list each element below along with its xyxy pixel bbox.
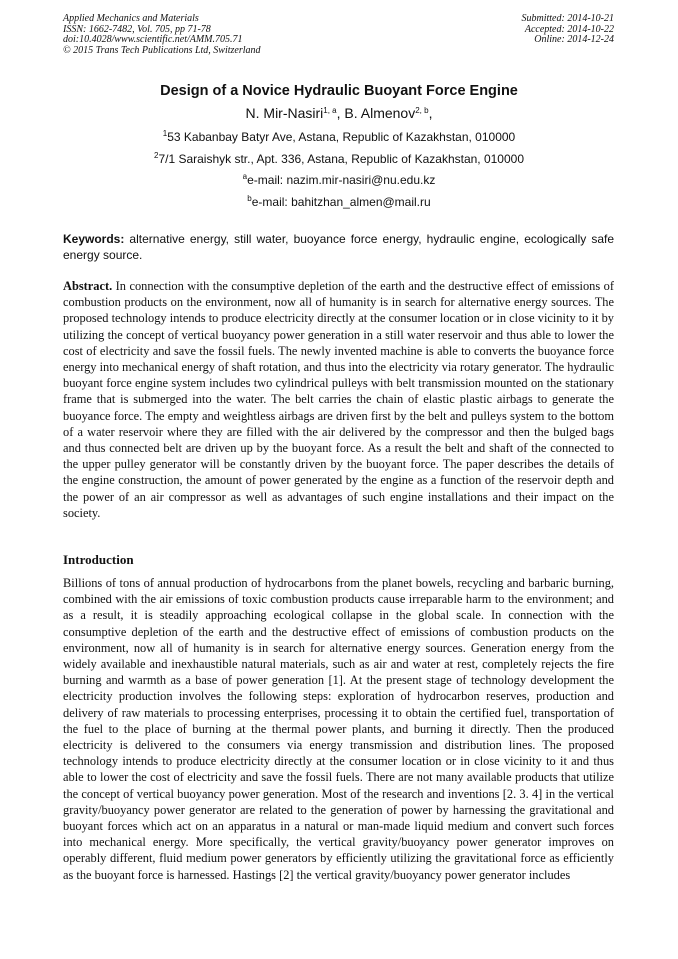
- abstract-label: Abstract.: [63, 279, 113, 293]
- abstract-paragraph: [63, 278, 614, 521]
- accepted-date: Accepted: 2014-10-22: [524, 23, 614, 35]
- author-line-end: ,: [428, 105, 433, 121]
- author-line: [0, 105, 678, 121]
- author-2-name: B. Almenov: [344, 105, 416, 121]
- paper-title: Design of a Novice Hydraulic Buoyant Force Engine: [160, 83, 518, 99]
- keywords-text: alternative energy, still water, buoyance force energy, hydraulic engine, ecologically safe energy source.: [63, 232, 614, 262]
- submitted-date: Submitted: 2014-10-21: [521, 13, 614, 24]
- issn: ISSN: 1662-7482, Vol. 705, pp 71-78: [63, 23, 211, 35]
- journal-name: Applied Mechanics and Materials: [63, 13, 199, 24]
- keywords-paragraph: [63, 231, 614, 263]
- introduction-paragraph: Billions of tons of annual production of hydrocarbons from the planet bowels, recycling and barbaric burning, combined with the air emissions of toxic combustion products cause irreparable harm to the environment; and as a result, it is steadily approaching ecological collapse in the global scale. In connection with the consumptive depletion of the earth and the destructive effect of emissions of combustion products on the environment, now all of humanity is in search for alternative energy sources. Generation energy from the widely available and inexhaustible natural materials, such as air and water at rest, completely rejects the fire burning and warmth as a base of power generation [1]. At the present stage of technology development the electricity production involves the following steps: exploration of hydrocarbon reserves, production and delivery of raw materials to processing enterprises, processing it to obtain the certified fuel, transportation of the fuel to the place of burning at the thermal power plants, and burning it directly. Then the produced electricity is delivered to the consumers via energy transmission and distribution lines. The proposed technology intends to produce electricity directly at the consumer location or in close vicinity to it and thus able to lower the cost of electricity and save the fossil fuels. There are not many available products that utilize the concept of vertical buoyancy power generation. Most of the research and inventions [2. 3. 4] in the vertical gravity/buoyancy power generator are related to the generation of power by harnessing the gravitational and buoyant forces which act on an apparatus in a natural or man-made liquid medium and convert such forces into mechanical energy. More specifically, the vertical gravity/buoyancy power generator improves on operably different, fluid medium power generators by efficiently utilizing the gravitational force as efficiently as the buoyant force is harnessed. Hastings [2] the vertical gravity/buoyancy power generator includes: [63, 576, 614, 882]
- affiliation-2: [0, 152, 678, 166]
- section-heading-introduction: Introduction: [63, 552, 134, 567]
- copyright: © 2015 Trans Tech Publications Ltd, Switzerland: [63, 44, 261, 56]
- email-b-text: e-mail: bahitzhan_almen@mail.ru: [251, 195, 431, 209]
- online-date: Online: 2014-12-24: [534, 34, 614, 45]
- affiliation-1: [0, 130, 678, 144]
- affiliation-2-sup: 2: [153, 151, 159, 160]
- doi: doi:10.4028/www.scientific.net/AMM.705.71: [63, 34, 243, 45]
- email-a-sup: a: [242, 172, 248, 181]
- keywords-label: Keywords:: [63, 232, 125, 246]
- affiliation-2-text: 7/1 Saraishyk str., Apt. 336, Astana, Republic of Kazakhstan, 010000: [158, 152, 525, 166]
- journal-info: [63, 14, 261, 56]
- abstract-text: In connection with the consumptive depletion of the earth and the destructive effect of emissions of combustion products on the environment, now all of humanity is in search for alternative energy sources. The proposed technology intends to produce electricity directly at the consumer location or in close vicinity to it by utilizing the concept of vertical buoyancy power generation in a still water reservoir and thus able to lower the cost of electricity and save the fossil fuels. The newly invented machine is able to converts the buoyance force energy into mechanical energy of shaft rotation, and thus into the electricity via rotary generator. The hydraulic buoyant force engine system includes two cylindrical pulleys with belt transmission mounted on the stationary frame that is submerged into the water. The belt carries the chain of elastic plastic airbags to generate the buoyance force. The empty and weightless airbags are driven first by the belt and pulleys system to the bottom of a water reservoir where they are filled with the air delivered by the compressor and then the bulged bags and thus connected belt are driven up by the buoyant force. As a result the belt and shaft of the connected to the upper pulley generator will be constantly driven by the buoyant force. The paper describes the details of the engine construction, the amount of power generated by the engine as a function of the reservoir depth and the power of an air compressor as well as advantages of such engine installations and their impact on the society.: [63, 279, 614, 520]
- affiliation-1-text: 53 Kabanbay Batyr Ave, Astana, Republic of Kazakhstan, 010000: [167, 130, 516, 144]
- email-a-text: e-mail: nazim.mir-nasiri@nu.edu.kz: [247, 173, 436, 187]
- author-separator: ,: [336, 105, 345, 121]
- affiliation-1-sup: 1: [162, 129, 168, 138]
- email-a: [0, 173, 678, 187]
- author-1-name: N. Mir-Nasiri: [245, 105, 324, 121]
- author-1-sup: 1, a: [323, 106, 337, 115]
- author-2-sup: 2, b: [415, 106, 429, 115]
- publication-dates: [522, 14, 615, 46]
- email-b: [0, 195, 678, 209]
- email-b-sup: b: [247, 194, 252, 203]
